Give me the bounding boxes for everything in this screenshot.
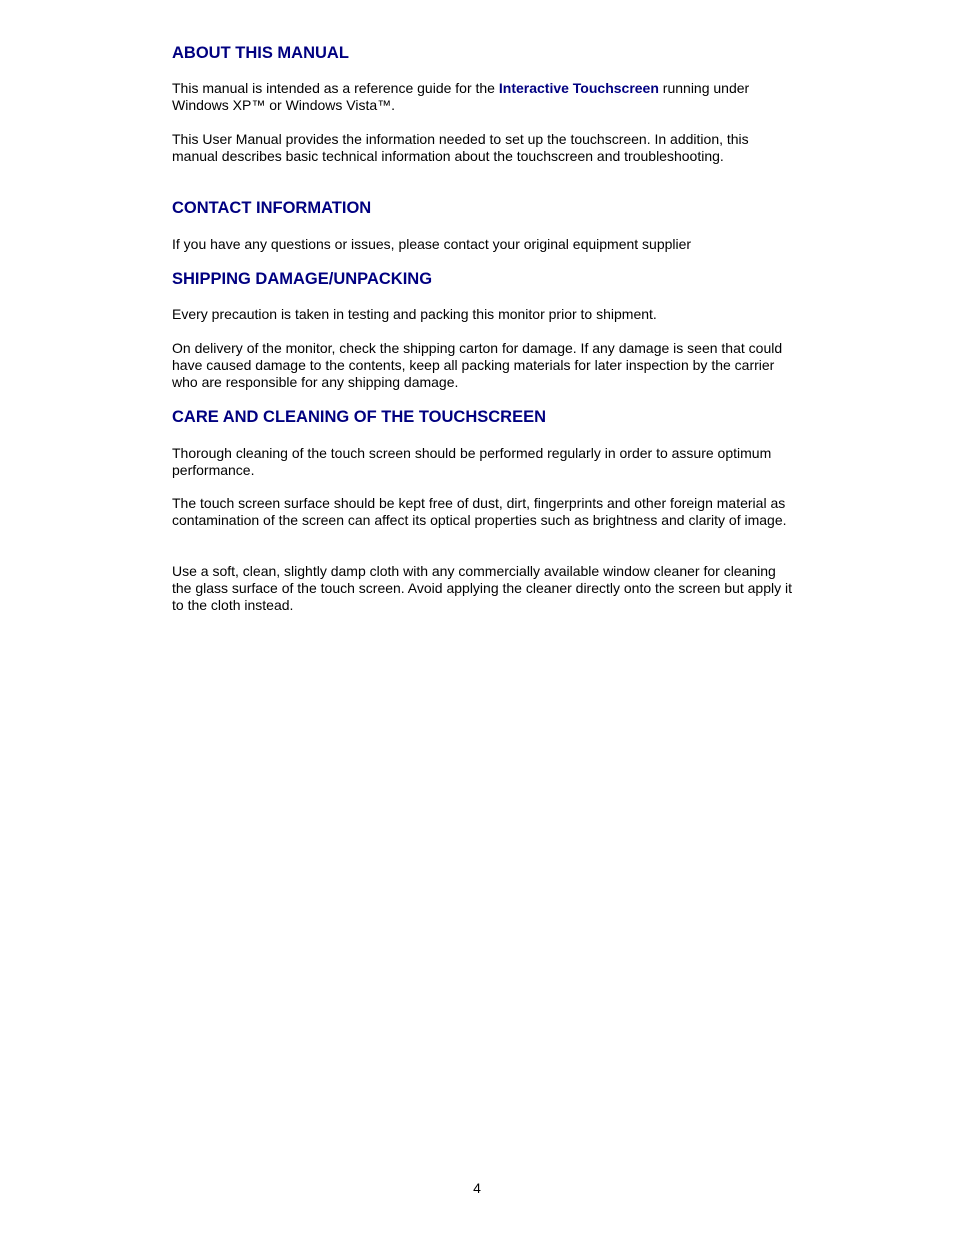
heading-care-and-cleaning: CARE AND CLEANING OF THE TOUCHSCREEN	[172, 408, 547, 426]
heading-contact-information: CONTACT INFORMATION	[172, 199, 372, 217]
shipping-paragraph-1: Every precaution is taken in testing and packing this monitor prior to shipment.	[172, 306, 657, 322]
heading-shipping-damage: SHIPPING DAMAGE/UNPACKING	[172, 270, 433, 288]
page-number: 4	[473, 1180, 481, 1196]
heading-about-this-manual: ABOUT THIS MANUAL	[172, 44, 349, 62]
care-paragraph-1: Thorough cleaning of the touch screen should be performed regularly in order to assure optimum performance.	[172, 445, 772, 478]
about-paragraph-2: This User Manual provides the information needed to set up the touchscreen. In addition, this manual describes basic technical information about the touchscreen and troubleshooting.	[172, 131, 749, 164]
shipping-paragraph-2: On delivery of the monitor, check the shipping carton for damage. If any damage is seen that could have caused damage to the contents, keep all packing materials for later inspection by the carrier who are responsible for any shipping damage.	[172, 340, 783, 390]
about-paragraph-1-start: This manual is intended as a reference guide for the	[172, 80, 499, 96]
about-paragraph-1-end: running under Windows XP™ or Windows Vista™.	[172, 80, 750, 113]
contact-paragraph-1: If you have any questions or issues, please contact your original equipment supplier	[172, 236, 692, 252]
care-paragraph-2: The touch screen surface should be kept free of dust, dirt, fingerprints and other foreign material as contamination of the screen can affect its optical properties such as brightness and clarity of image.	[172, 495, 787, 528]
care-paragraph-3: Use a soft, clean, slightly damp cloth with any commercially available window cleaner for cleaning the glass surface of the touch screen. Avoid applying the cleaner directly onto the screen but apply it to the cloth instead.	[172, 563, 793, 613]
about-paragraph-1	[172, 80, 792, 114]
product-name-highlight: Interactive Touchscreen	[498, 80, 659, 96]
